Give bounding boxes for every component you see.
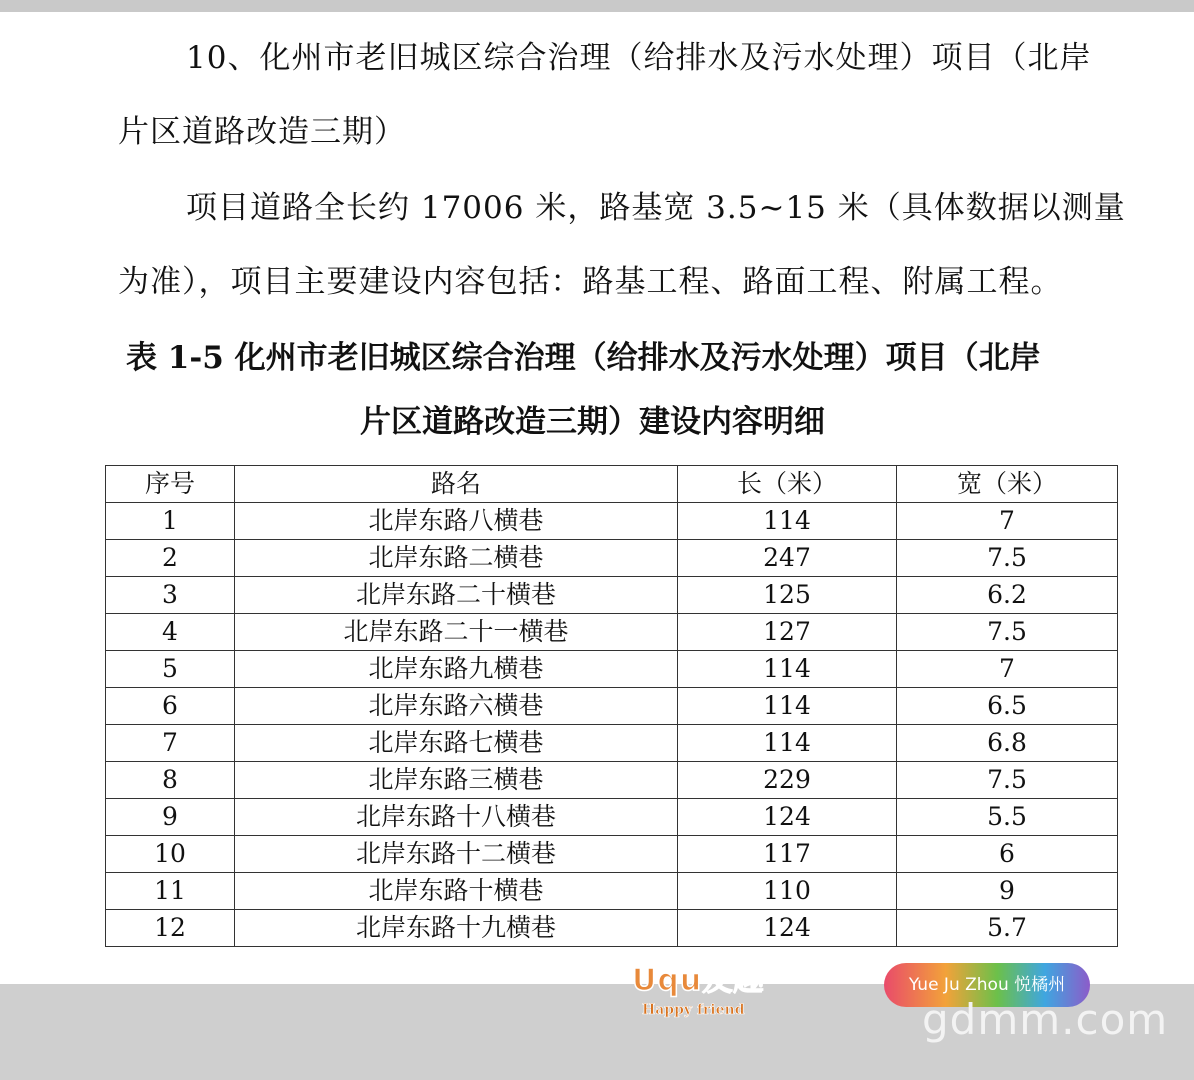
uqu-watermark-logo: Uqu友趣 [632,963,765,998]
site-watermark: gdmm.com [922,995,1169,1044]
cell-index: 8 [106,762,235,799]
cell-length: 114 [678,503,897,540]
cell-index: 3 [106,577,235,614]
cell-length: 114 [678,688,897,725]
table-header-row [106,466,1118,503]
cell-index: 4 [106,614,235,651]
cell-length: 127 [678,614,897,651]
cell-index: 11 [106,873,235,910]
cell-length: 229 [678,762,897,799]
cell-width: 7.5 [897,762,1118,799]
cell-index: 5 [106,651,235,688]
cell-length: 114 [678,651,897,688]
table-row [106,577,1118,614]
table-row [106,725,1118,762]
table-row [106,762,1118,799]
cell-width: 7.5 [897,614,1118,651]
section-heading: 10、化州市老旧城区综合治理（给排水及污水处理）项目（北岸 [186,40,1092,76]
cell-length: 247 [678,540,897,577]
body-text-line-1: 项目道路全长约 17006 米，路基宽 3.5~15 米（具体数据以测量 [186,190,1126,226]
table-row [106,651,1118,688]
cell-road-name: 北岸东路二十一横巷 [235,614,678,651]
cell-road-name: 北岸东路十九横巷 [235,910,678,947]
body-text-line-2: 为准），项目主要建设内容包括：路基工程、路面工程、附属工程。 [118,264,1063,300]
table-row [106,873,1118,910]
table-row [106,799,1118,836]
cell-length: 124 [678,799,897,836]
table-row [106,688,1118,725]
header-index: 序号 [106,466,235,503]
cell-width: 6.5 [897,688,1118,725]
cell-index: 12 [106,910,235,947]
cell-road-name: 北岸东路九横巷 [235,651,678,688]
header-length: 长（米） [678,466,897,503]
cell-length: 117 [678,836,897,873]
cell-index: 9 [106,799,235,836]
cell-road-name: 北岸东路二十横巷 [235,577,678,614]
cell-width: 6 [897,836,1118,873]
top-strip [0,0,1194,12]
cell-road-name: 北岸东路三横巷 [235,762,678,799]
table-row [106,614,1118,651]
cell-width: 7 [897,651,1118,688]
header-road-name: 路名 [235,466,678,503]
table-row [106,503,1118,540]
cell-road-name: 北岸东路八横巷 [235,503,678,540]
cell-index: 10 [106,836,235,873]
cell-width: 9 [897,873,1118,910]
table-caption-line-2: 片区道路改造三期）建设内容明细 [360,404,825,440]
cell-length: 110 [678,873,897,910]
cell-length: 124 [678,910,897,947]
cell-road-name: 北岸东路十八横巷 [235,799,678,836]
road-table [105,465,1118,947]
cell-index: 7 [106,725,235,762]
cell-width: 5.5 [897,799,1118,836]
cell-index: 2 [106,540,235,577]
cell-width: 7.5 [897,540,1118,577]
cell-width: 6.8 [897,725,1118,762]
cell-road-name: 北岸东路六横巷 [235,688,678,725]
table-row [106,836,1118,873]
cell-width: 7 [897,503,1118,540]
table-row [106,540,1118,577]
cell-length: 114 [678,725,897,762]
cell-road-name: 北岸东路十横巷 [235,873,678,910]
cell-road-name: 北岸东路二横巷 [235,540,678,577]
table-body [106,503,1118,947]
cell-length: 125 [678,577,897,614]
cell-width: 5.7 [897,910,1118,947]
cell-road-name: 北岸东路十二横巷 [235,836,678,873]
yuejuzhou-watermark: Yue Ju Zhou 悦橘州 [884,963,1090,1007]
happy-friend-watermark: Happy friend [642,1002,745,1018]
cell-width: 6.2 [897,577,1118,614]
header-width: 宽（米） [897,466,1118,503]
table-row [106,910,1118,947]
cell-index: 1 [106,503,235,540]
section-heading-continued: 片区道路改造三期） [118,114,406,150]
cell-index: 6 [106,688,235,725]
table-caption-line-1: 表 1-5 化州市老旧城区综合治理（给排水及污水处理）项目（北岸 [126,340,1041,376]
cell-road-name: 北岸东路七横巷 [235,725,678,762]
